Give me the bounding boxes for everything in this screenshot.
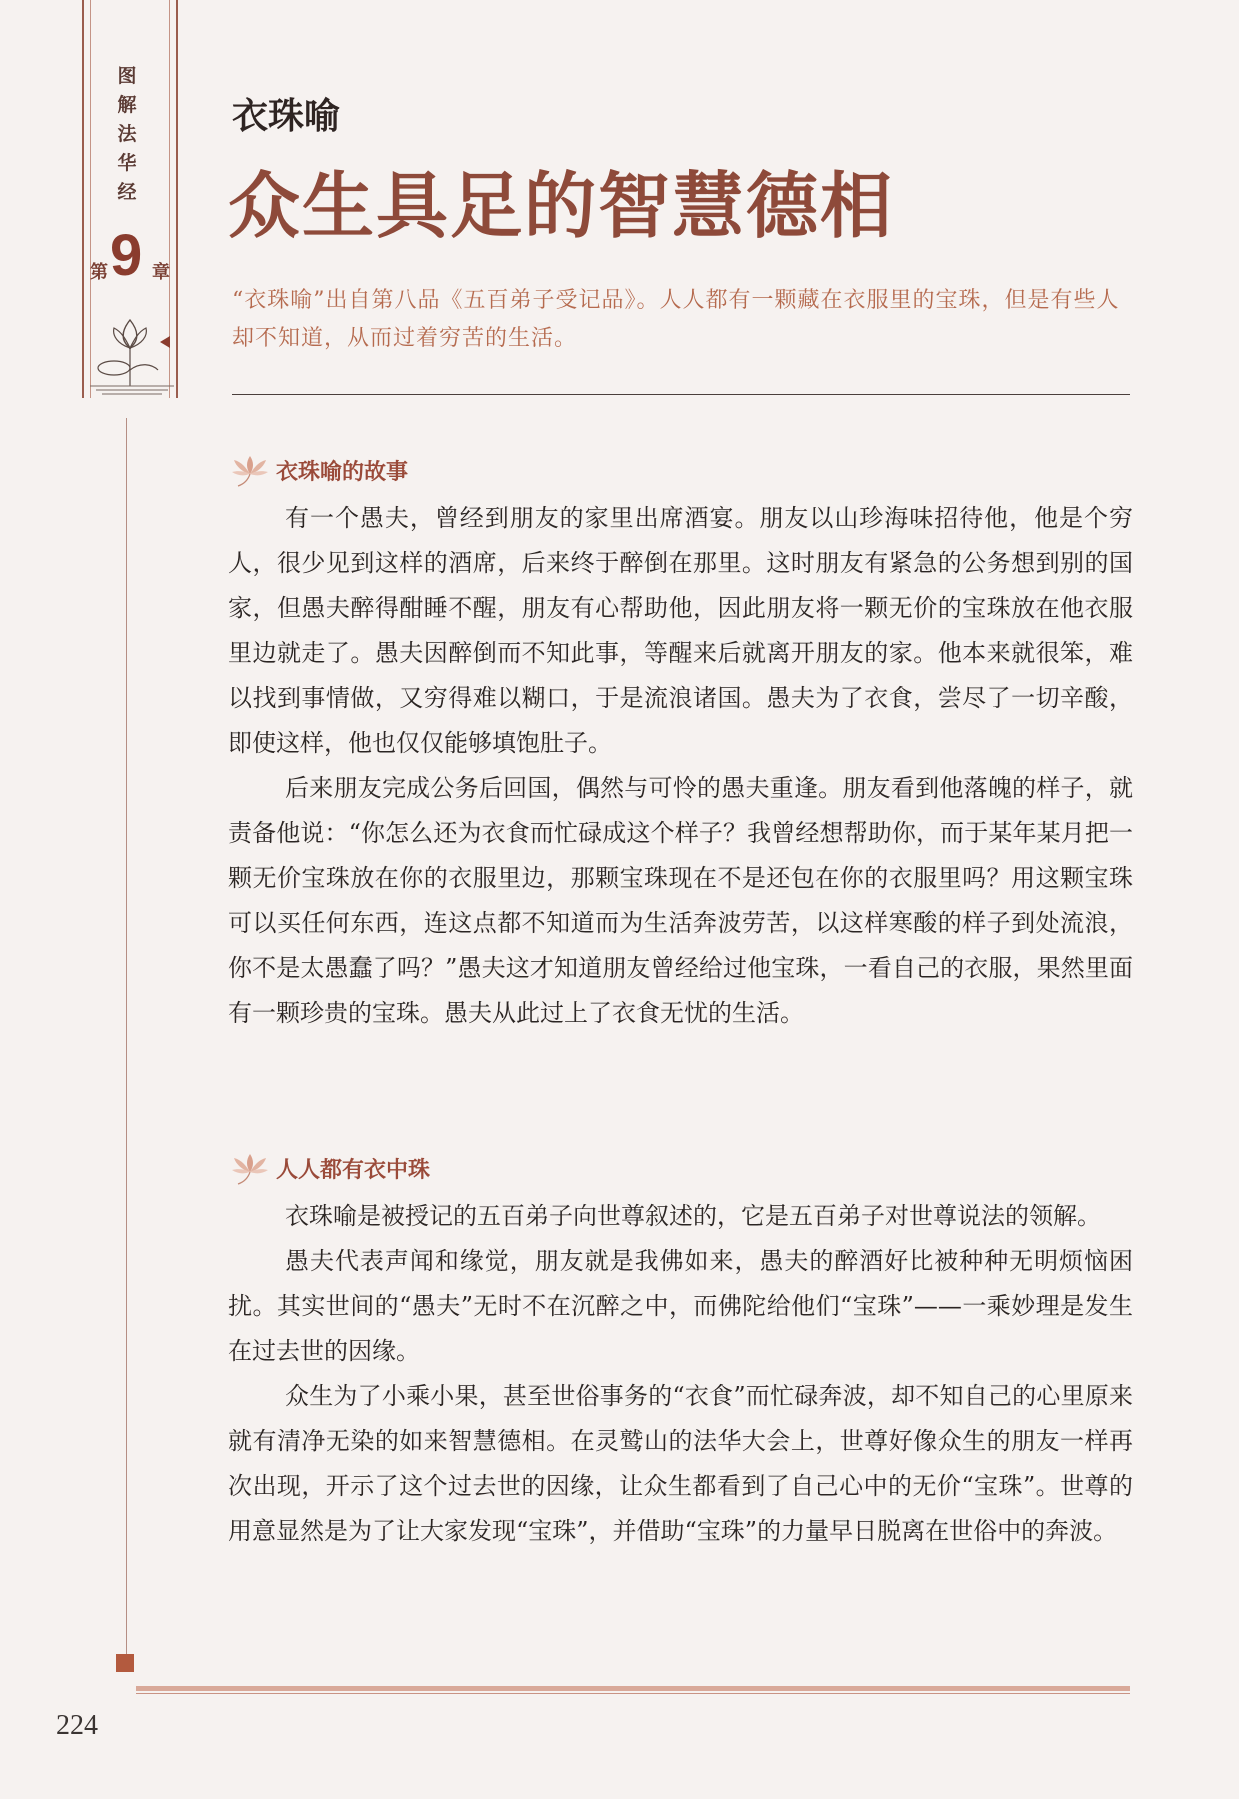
chapter-marker bbox=[90, 223, 174, 302]
chapter-number: 9 bbox=[110, 223, 143, 288]
body-paragraph: 衣珠喻是被授记的五百弟子向世尊叙述的，它是五百弟子对世尊说法的领解。 bbox=[285, 1202, 1101, 1230]
footer-line bbox=[136, 1693, 1130, 1694]
body-paragraph: 有一个愚夫，曾经到朋友的家里出席酒宴。朋友以山珍海味招待他，他是个穷人，很少见到这样的酒席，后来终于醉倒在那里。这时朋友有紧急的公务想到别的国家，但愚夫醉得酣睡不醒，朋友有心帮助他，因此朋友将一颗无价的宝珠放在他衣服里边就走了。愚夫因醉倒而不知此事，等醒来后就离开朋友的家。他本来就很笨，难以找到事情做，又穷得难以糊口，于是流浪诸国。愚夫为了衣食，尝尽了一切辛酸，即使这样，他也仅仅能够填饱肚子。 bbox=[228, 504, 1133, 757]
book-title-vertical: 图 解 法 华 经 bbox=[117, 65, 137, 203]
page-number: 224 bbox=[56, 1710, 98, 1741]
intro-paragraph: “衣珠喻”出自第八品《五百弟子受记品》。人人都有一颗藏在衣服里的宝珠，但是有些人却不知道，从而过着穷苦的生活。 bbox=[232, 288, 1120, 351]
body-paragraph: 后来朋友完成公务后回国，偶然与可怜的愚夫重逢。朋友看到他落魄的样子，就责备他说：“你怎么还为衣食而忙碌成这个样子？我曾经想帮助你，而于某年某月把一颗无价宝珠放在你的衣服里边，那颗宝珠现在不是还包在你的衣服里吗？用这颗宝珠可以买任何东西，连这点都不知道而为生活奔波劳苦，以这样寒酸的样子到处流浪，你不是太愚蠢了吗？”愚夫这才知道朋友曾经给过他宝珠，一看自己的衣服，果然里面有一颗珍贵的宝珠。愚夫从此过上了衣食无忧的生活。 bbox=[228, 774, 1133, 1027]
body-paragraph: 众生为了小乘小果，甚至世俗事务的“衣食”而忙碌奔波，却不知自己的心里原来就有清净无染的如来智慧德相。在灵鹫山的法华大会上，世尊好像众生的朋友一样再次出现，开示了这个过去世的因缘，让众生都看到了自己心中的无价“宝珠”。世尊的用意显然是为了让大家发现“宝珠”，并借助“宝珠”的力量早日脱离在世俗中的奔波。 bbox=[228, 1382, 1133, 1545]
section-body bbox=[228, 1194, 1133, 1554]
footer-bar bbox=[136, 1686, 1130, 1691]
page-subtitle: 衣珠喻 bbox=[232, 96, 341, 137]
section-title: 人人都有衣中珠 bbox=[276, 1157, 431, 1183]
section-heading-row bbox=[228, 1148, 1133, 1188]
sidebar-vertical-rule bbox=[126, 418, 127, 1658]
chapter-suffix: 章 bbox=[152, 262, 170, 283]
section-heading-row bbox=[228, 450, 1133, 490]
page-title: 众生具足的智慧德相 bbox=[228, 164, 895, 248]
body-paragraph: 愚夫代表声闻和缘觉，朋友就是我佛如来，愚夫的醉酒好比被种种无明烦恼困扰。其实世间的“愚夫”无时不在沉醉之中，而佛陀给他们“宝珠”——一乘妙理是发生在过去世的因缘。 bbox=[228, 1247, 1133, 1365]
header-divider bbox=[232, 394, 1130, 395]
sidebar-pointer-icon bbox=[160, 336, 170, 348]
sidebar-square-marker bbox=[116, 1654, 134, 1672]
lotus-illustration-icon bbox=[90, 300, 174, 396]
lotus-bullet-icon bbox=[228, 1148, 272, 1188]
lotus-bullet-icon bbox=[228, 450, 272, 490]
section-body bbox=[228, 496, 1133, 1036]
section-story bbox=[228, 450, 1133, 1036]
section-everyone-has-pearl bbox=[228, 1148, 1133, 1554]
chapter-prefix: 第 bbox=[90, 262, 108, 283]
section-title: 衣珠喻的故事 bbox=[276, 459, 409, 485]
